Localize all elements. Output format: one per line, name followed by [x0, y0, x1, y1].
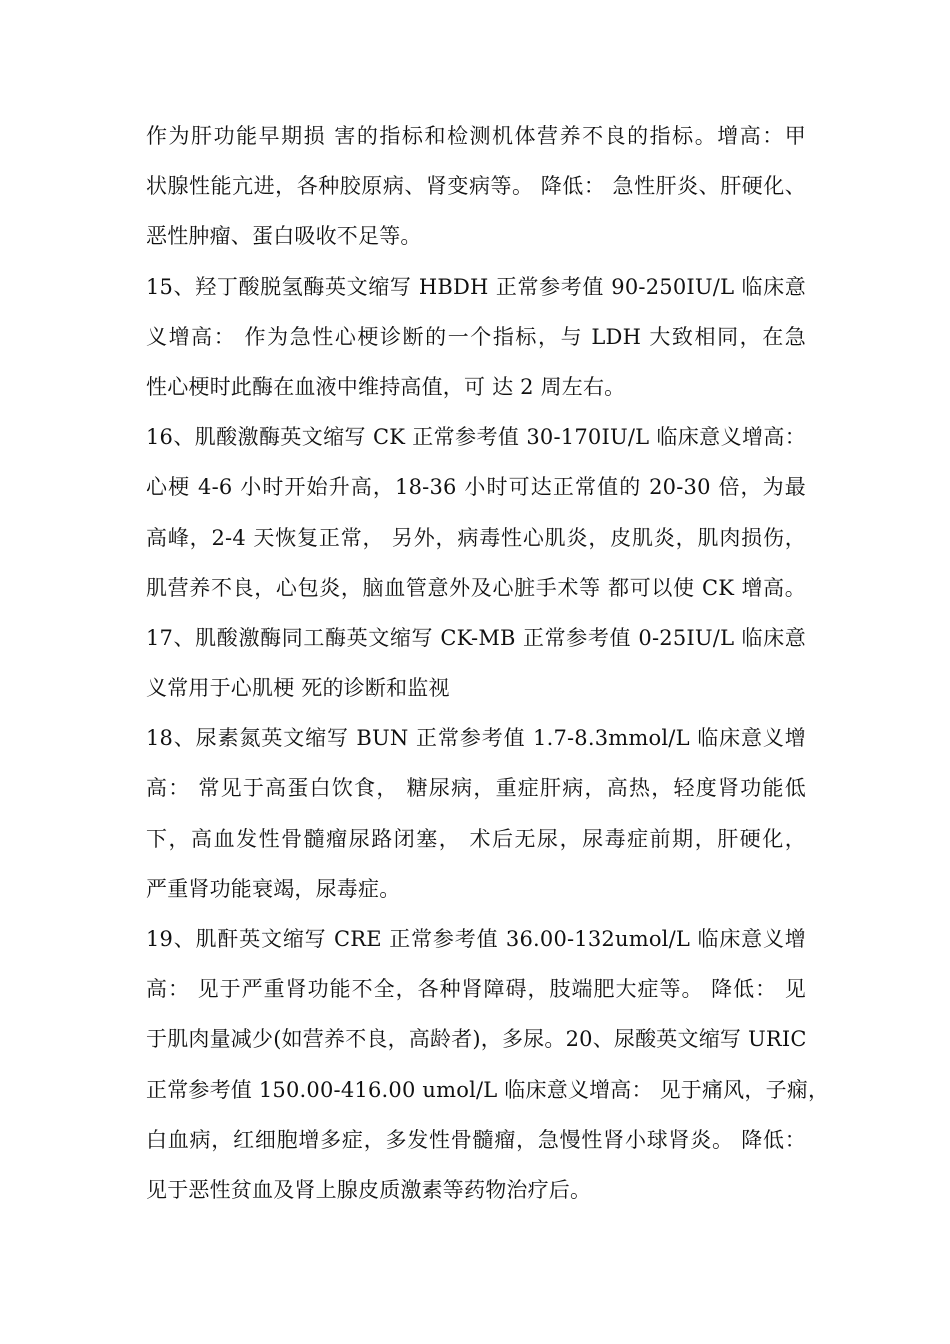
- text-line: 作为肝功能早期损 害的指标和检测机体营养不良的指标。增高：甲: [146, 124, 806, 148]
- text-line: 高峰，2-4 天恢复正常， 另外，病毒性心肌炎，皮肌炎，肌肉损伤，: [146, 525, 806, 550]
- document-body: [146, 118, 830, 1222]
- text-line: 义常用于心肌梗 死的诊断和监视: [146, 676, 450, 701]
- text-line: 15、羟丁酸脱氢酶英文缩写 HBDH 正常参考值 90-250IU/L 临床意: [146, 274, 806, 299]
- text-line: 肌营养不良，心包炎，脑血管意外及心脏手术等 都可以使 CK 增高。: [146, 575, 806, 600]
- text-line: 心梗 4-6 小时开始升高，18-36 小时可达正常值的 20-30 倍，为最: [146, 475, 806, 500]
- text-line: 正常参考值 150.00-416.00 umol/L 临床意义增高： 见于痛风，子痫，: [146, 1077, 830, 1102]
- text-line: 高： 见于严重肾功能不全，各种肾障碍，肢端肥大症等。 降低： 见: [146, 977, 806, 1002]
- text-line: 18、尿素氮英文缩写 BUN 正常参考值 1.7-8.3mmol/L 临床意义增: [146, 726, 806, 751]
- text-line: 状腺性能亢进，各种胶原病、肾变病等。 降低： 急性肝炎、肝硬化、: [146, 174, 806, 199]
- text-line: 见于恶性贫血及肾上腺皮质激素等药物治疗后。: [146, 1177, 592, 1202]
- text-line: 性心梗时此酶在血液中维持高值，可 达 2 周左右。: [146, 374, 626, 399]
- text-line: 16、肌酸激酶英文缩写 CK 正常参考值 30-170IU/L 临床意义增高：: [146, 425, 806, 450]
- text-line: 19、肌酐英文缩写 CRE 正常参考值 36.00-132umol/L 临床意义增: [146, 927, 806, 951]
- text-line: 义增高： 作为急性心梗诊断的一个指标，与 LDH 大致相同，在急: [146, 324, 806, 349]
- text-line: 恶性肿瘤、蛋白吸收不足等。: [146, 224, 422, 249]
- text-line: 白血病，红细胞增多症，多发性骨髓瘤，急慢性肾小球肾炎。 降低：: [146, 1127, 806, 1152]
- text-line: 17、肌酸激酶同工酶英文缩写 CK-MB 正常参考值 0-25IU/L 临床意: [146, 625, 806, 650]
- text-line: 下，高血发性骨髓瘤尿路闭塞， 术后无尿，尿毒症前期，肝硬化，: [146, 826, 806, 851]
- text-line: 于肌肉量减少(如营养不良，高龄者)，多尿。20、尿酸英文缩写 URIC: [146, 1027, 807, 1052]
- text-line: 高： 常见于高蛋白饮食， 糖尿病，重症肝病，高热，轻度肾功能低: [146, 776, 806, 801]
- text-line: 严重肾功能衰竭，尿毒症。: [146, 876, 401, 901]
